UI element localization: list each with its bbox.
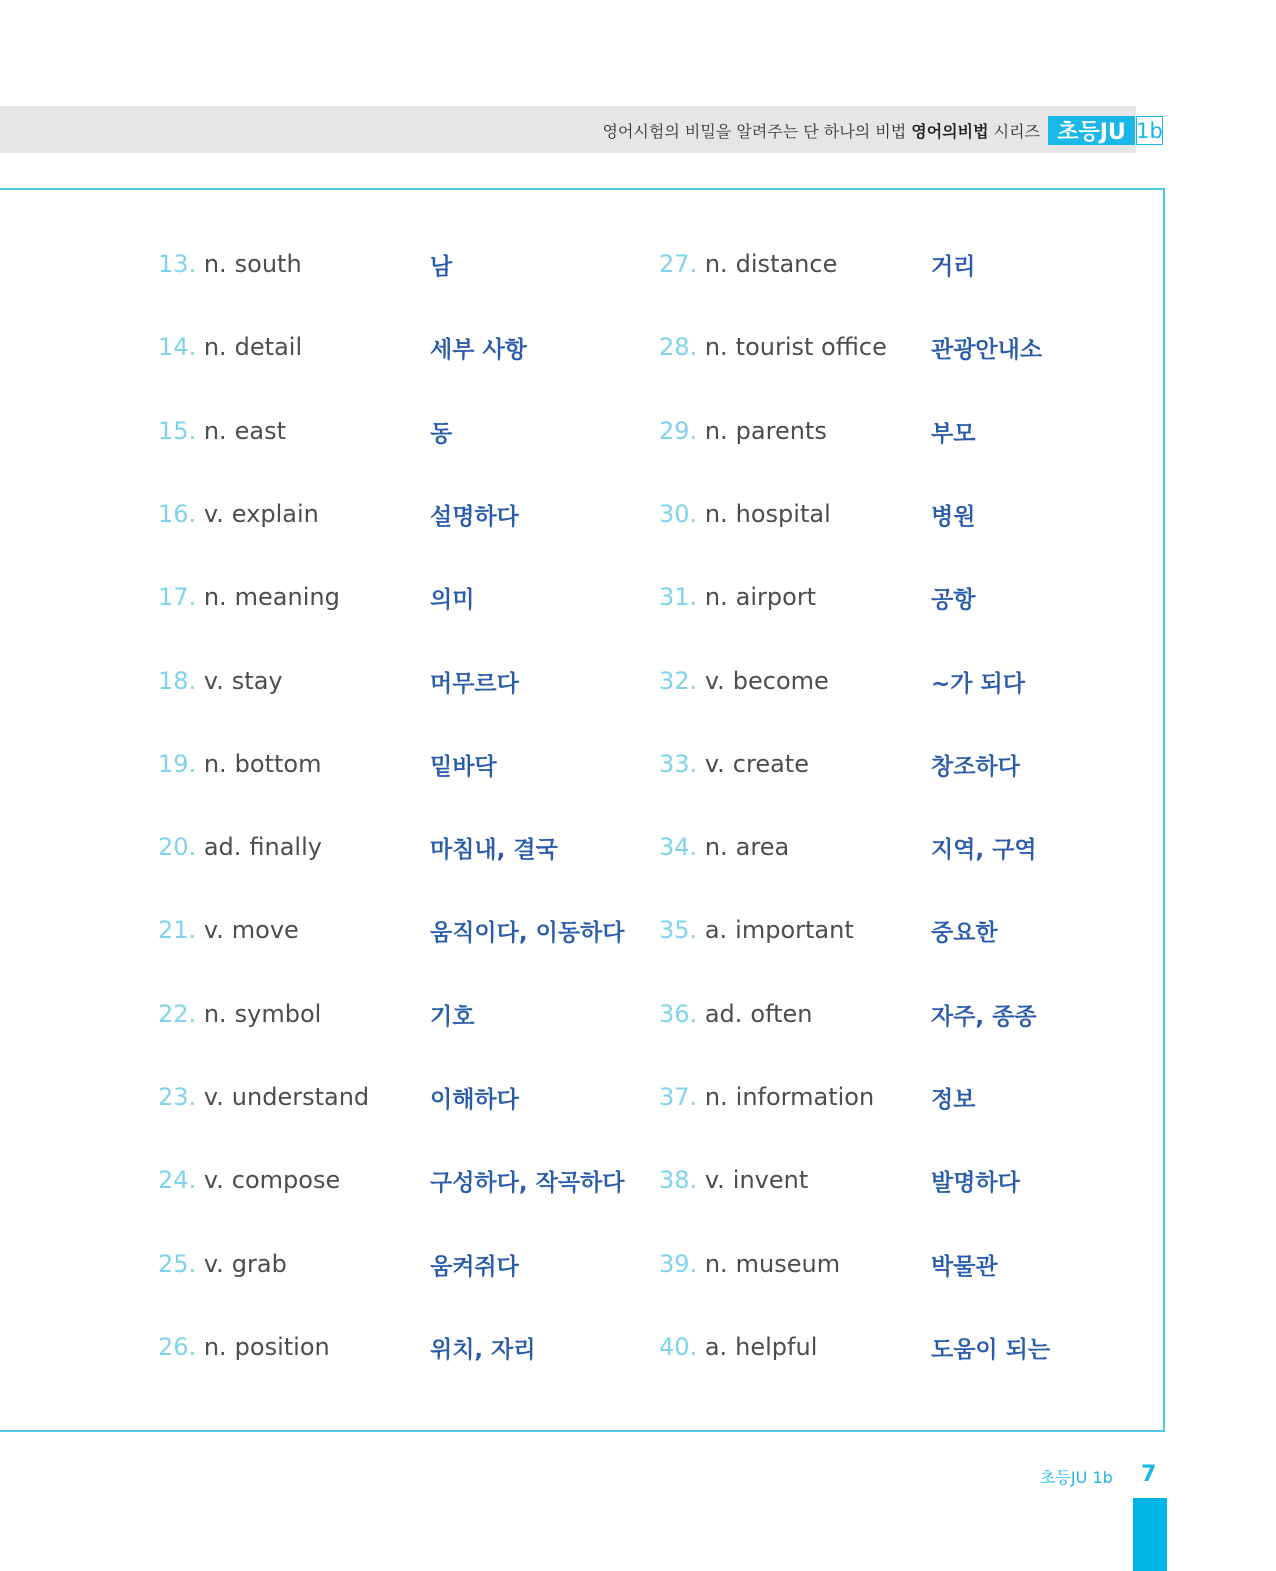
vocab-word [659,250,837,278]
vocab-term: often [750,1000,813,1028]
vocab-pos: v. [704,750,725,778]
vocab-word [158,750,321,778]
vocab-number: 13. [158,250,197,278]
vocab-meaning: 관광안내소 [931,337,1043,363]
vocab-term: airport [735,583,817,611]
vocab-term: position [234,1333,330,1361]
vocab-pos: n. [704,500,728,528]
vocab-meaning: 창조하다 [931,754,1020,780]
vocab-meaning: 자주, 종종 [931,1004,1037,1030]
vocab-term: south [234,250,302,278]
vocab-term: parents [735,417,827,445]
vocab-pos: a. [704,1333,728,1361]
vocab-meaning: 위치, 자리 [430,1337,536,1363]
vocab-pos: n. [704,1083,728,1111]
vocab-term: compose [231,1166,341,1194]
vocab-meaning: 밑바닥 [430,754,497,780]
vocab-meaning: 남 [430,254,453,280]
vocab-number: 40. [659,1333,698,1361]
vocab-pos: n. [704,333,728,361]
vocab-number: 25. [158,1250,197,1278]
series-name: 영어의비법 [911,122,989,141]
vocab-number: 17. [158,583,197,611]
vocab-number: 20. [158,833,197,861]
vocab-term: tourist office [735,333,887,361]
vocab-term: museum [735,1250,841,1278]
vocab-number: 21. [158,916,197,944]
vocab-term: east [234,417,287,445]
vocab-meaning: 동 [430,421,453,447]
series-title [603,119,1040,142]
vocab-number: 24. [158,1166,197,1194]
vocab-number: 27. [659,250,698,278]
vocab-word [659,333,887,361]
vocab-term: information [735,1083,875,1111]
vocab-meaning: 움직이다, 이동하다 [430,920,625,946]
vocab-pos: n. [203,1000,227,1028]
vocab-word [659,1000,813,1028]
vocab-meaning: 발명하다 [931,1170,1020,1196]
vocab-pos: v. [704,667,725,695]
vocab-word [158,1250,287,1278]
vocab-meaning: 이해하다 [430,1087,519,1113]
vocab-word [158,250,302,278]
vocab-number: 26. [158,1333,197,1361]
vocab-number: 28. [659,333,698,361]
vocab-meaning: 정보 [931,1087,976,1113]
vocab-meaning: 공항 [931,587,976,613]
vocab-term: bottom [234,750,322,778]
brand-logo: 초등JU [1048,116,1135,145]
series-suffix: 시리즈 [993,122,1040,141]
vocab-term: helpful [735,1333,818,1361]
vocab-pos: v. [203,1166,224,1194]
vocab-number: 15. [158,417,197,445]
vocab-number: 39. [659,1250,698,1278]
vocab-term: distance [735,250,838,278]
vocab-number: 31. [659,583,698,611]
vocab-term: become [732,667,829,695]
vocab-number: 23. [158,1083,197,1111]
vocab-pos: n. [704,250,728,278]
vocab-word [659,750,809,778]
footer-label: 초등JU 1b [1040,1468,1113,1487]
vocab-pos: ad. [203,833,242,861]
vocab-number: 19. [158,750,197,778]
vocab-word [659,1333,817,1361]
vocab-meaning: 박물관 [931,1254,998,1280]
vocab-meaning: 머무르다 [430,671,519,697]
vocab-term: understand [231,1083,370,1111]
vocab-term: stay [231,667,283,695]
vocab-word [659,833,789,861]
vocab-word [158,667,283,695]
vocab-pos: n. [704,417,728,445]
page-tab [1133,1498,1167,1571]
vocab-pos: v. [203,1083,224,1111]
vocab-pos: v. [704,1166,725,1194]
vocab-term: invent [732,1166,809,1194]
vocab-number: 30. [659,500,698,528]
vocab-term: create [732,750,809,778]
vocab-number: 22. [158,1000,197,1028]
vocab-meaning: 설명하다 [430,504,519,530]
vocab-pos: n. [203,417,227,445]
vocab-number: 18. [158,667,197,695]
vocab-term: meaning [234,583,340,611]
vocab-term: symbol [234,1000,322,1028]
vocab-number: 34. [659,833,698,861]
vocab-word [158,583,340,611]
vocab-term: finally [249,833,322,861]
vocab-number: 32. [659,667,698,695]
vocab-pos: n. [203,333,227,361]
vocab-term: detail [234,333,303,361]
vocab-meaning: 움켜쥐다 [430,1254,519,1280]
vocab-meaning: 중요한 [931,920,998,946]
vocab-pos: n. [704,833,728,861]
vocab-word [659,500,831,528]
vocab-word [659,916,854,944]
vocab-pos: n. [704,1250,728,1278]
vocab-meaning: 거리 [931,254,976,280]
vocab-word [659,1250,840,1278]
vocab-pos: a. [704,916,728,944]
vocab-term: grab [231,1250,287,1278]
vocab-meaning: 도움이 되는 [931,1337,1051,1363]
vocab-number: 33. [659,750,698,778]
vocab-number: 37. [659,1083,698,1111]
vocab-meaning: 세부 사항 [430,337,527,363]
page-number: 7 [1141,1462,1157,1487]
vocab-word [659,1083,874,1111]
vocab-pos: n. [704,583,728,611]
vocab-word [158,916,299,944]
vocab-term: area [735,833,790,861]
vocabulary-box [0,188,1165,1432]
vocab-pos: n. [203,250,227,278]
vocab-pos: n. [203,750,227,778]
vocab-word [659,1166,808,1194]
vocab-word [158,417,286,445]
vocab-meaning: 기호 [430,1004,475,1030]
vocab-number: 14. [158,333,197,361]
vocab-meaning: 부모 [931,421,976,447]
vocab-word [659,667,829,695]
vocab-meaning: 구성하다, 작곡하다 [430,1170,625,1196]
vocab-word [158,500,319,528]
vocab-word [158,1333,330,1361]
vocab-meaning: 병원 [931,504,976,530]
vocab-term: explain [231,500,319,528]
vocab-pos: ad. [704,1000,743,1028]
vocab-number: 35. [659,916,698,944]
vocab-word [158,833,322,861]
vocab-number: 38. [659,1166,698,1194]
vocab-meaning: 지역, 구역 [931,837,1037,863]
vocab-meaning: 의미 [430,587,475,613]
vocab-pos: n. [203,583,227,611]
vocab-word [158,333,302,361]
vocab-term: move [231,916,299,944]
vocab-meaning: ~가 되다 [931,671,1025,697]
series-prefix: 영어시험의 비밀을 알려주는 단 하나의 비법 [602,122,907,141]
vocab-pos: v. [203,1250,224,1278]
brand-volume: 1b [1136,116,1163,145]
vocab-word [158,1083,369,1111]
vocab-pos: n. [203,1333,227,1361]
vocab-number: 29. [659,417,698,445]
vocab-pos: v. [203,500,224,528]
vocab-meaning: 마침내, 결국 [430,837,558,863]
vocab-number: 36. [659,1000,698,1028]
vocab-word [659,417,827,445]
vocab-pos: v. [203,916,224,944]
vocab-word [158,1166,340,1194]
vocab-word [659,583,816,611]
vocab-term: important [735,916,854,944]
vocab-term: hospital [735,500,831,528]
vocab-number: 16. [158,500,197,528]
vocab-word [158,1000,321,1028]
vocab-pos: v. [203,667,224,695]
